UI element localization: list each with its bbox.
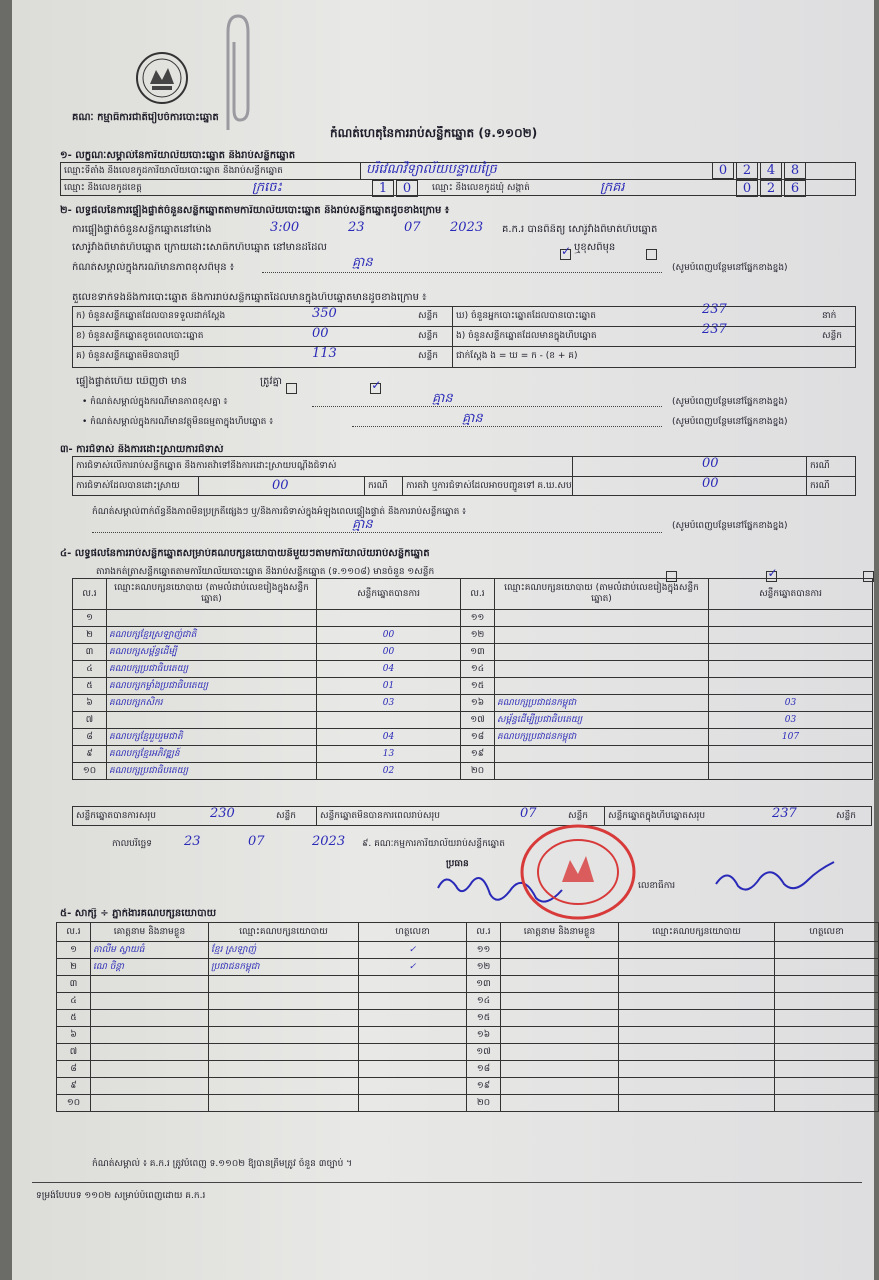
bullet1-value: គ្មាន	[432, 391, 453, 406]
verify-day: 23	[348, 220, 365, 235]
col-no-right: ល.រ	[461, 579, 495, 610]
party-results-table	[72, 578, 873, 780]
date-day: 23	[184, 834, 201, 849]
objection-unit: ករណី	[810, 461, 830, 471]
col-party-right: ឈ្មោះគណបក្សនយោបាយ (តាមលំដាប់លេខរៀងក្នុងសន្លឹកឆ្នោត)	[495, 579, 709, 610]
w-col-no-right: ល.រ	[467, 923, 501, 942]
fig-b-unit: សន្លឹក	[418, 331, 438, 341]
official-stamp-icon	[518, 822, 638, 922]
resolved-value: 00	[272, 478, 289, 493]
section4-intro: តារាងកត់ត្រាសន្លឹកឆ្នោតតាមការិយាល័យបោះឆ្នោត និងរាប់សន្លឹកឆ្នោត (ទ.១១០៨) មានចំនួន ១សន្លឹក	[96, 567, 435, 577]
resolved-label: ការជំទាស់ដែលបានដោះស្រាយ	[76, 481, 180, 491]
bullet1-label: • កំណត់សម្គាល់ក្នុងករណីមានភាពខុសគ្នា ៖	[82, 397, 228, 407]
mismatch-checkbox[interactable]	[286, 383, 297, 394]
table-row: ២ ណេ ចិន្តា ប្រជាជនកម្ពុជា ✓ ១២	[57, 959, 879, 976]
verify-year: 2023	[450, 220, 484, 235]
total-box-unit: សន្លឹក	[836, 811, 856, 821]
table-row: ២ គណបក្សខ្មែរស្រឡាញ់ជាតិ 00 ១២	[73, 627, 873, 644]
location-value: បរិវេណវិទ្យាល័យបន្ទាយច្រៃ	[366, 162, 497, 177]
table-row: ៨ គណបក្សខ្មែររួបរួមជាតិ 04 ១៨ គណបក្សប្រជាជនកម្ពុជា 107	[73, 729, 873, 746]
w-col-sig: ហត្ថលេខា	[359, 923, 467, 942]
w-col-party: ឈ្មោះគណបក្សនយោបាយ	[209, 923, 359, 942]
match-checkbox[interactable]	[370, 383, 381, 394]
total-valid-label: សន្លឹកឆ្នោតបានការសរុប	[76, 811, 156, 821]
fig-c-value: 113	[312, 346, 337, 361]
table-row: ៣ គណបក្សសម្ព័ន្ធដើម្បី 00 ១៣	[73, 644, 873, 661]
bullet2-hint: (សូមបំពេញបន្ថែមនៅផ្នែកខាងខ្នង)	[672, 417, 788, 427]
verify-line-end: គ.ក.រ បានពិនិត្យ សោរ៉ូវាំងពីមាត់ហិបឆ្នោត	[502, 224, 658, 235]
commune-code-3: 6	[784, 180, 806, 197]
section5-heading: ៥- សាក្សី ÷ ភ្នាក់ងារគណបក្សនយោបាយ	[60, 908, 217, 919]
table-row: ១០ ២០	[57, 1095, 879, 1112]
table-row: ៣ ១៣	[57, 976, 879, 993]
location-code-3: 4	[760, 162, 782, 179]
commune-label: ឈ្មោះ និងលេខកូដឃុំ សង្កាត់	[432, 183, 530, 193]
table-row: ១ តាលីម ស្វាយធំ ខ្មែរ ស្រឡាញ់ ✓ ១១	[57, 942, 879, 959]
col-no: ល.រ	[73, 579, 107, 610]
province-code-2: 0	[396, 180, 418, 197]
w-col-name: គោត្តនាម និងនាមខ្លួន	[91, 923, 209, 942]
province-value: ក្រចេះ	[252, 180, 283, 195]
w-col-sig-right: ហត្ថលេខា	[775, 923, 879, 942]
date-year: 2023	[312, 834, 346, 849]
seal-same-checkbox[interactable]	[560, 249, 571, 260]
verify-month: 07	[404, 220, 421, 235]
seal-line: សោរ៉ូវាំងពីមាត់ហិបឆ្នោត ក្រោយដោះសោធីកហិបឆ្នោត នៅមានដដែល	[72, 242, 327, 253]
fig-d-label: ឃ) ចំនួនអ្នកបោះឆ្នោតដែលបានបោះឆ្នោត	[456, 311, 596, 321]
total-invalid-label: សន្លឹកឆ្នោតមិនបានការពេលរាប់សរុប	[320, 811, 440, 821]
commune-code-2: 2	[760, 180, 782, 197]
fig-b-label: ខ) ចំនួនសន្លឹកឆ្នោតខូចពេលបោះឆ្នោត	[76, 331, 204, 341]
section1-heading: ១- លក្ខណៈសម្គាល់នៃការិយាល័យបោះឆ្នោត និងរាប់សន្លឹកឆ្នោត	[60, 150, 296, 161]
totals-box	[72, 806, 872, 826]
fig-d-unit: នាក់	[822, 311, 837, 321]
bullet2-label: • កំណត់សម្គាល់ក្នុងករណីមានវត្ថុមិនធម្មតាក្នុងហិបឆ្នោត ៖	[82, 417, 274, 427]
w-col-party-right: ឈ្មោះគណបក្សនយោបាយ	[619, 923, 775, 942]
table-row: ៥ ១៥	[57, 1010, 879, 1027]
verify-time: 3:00	[270, 220, 300, 235]
w-col-name-right: គោត្តនាម និងនាមខ្លួន	[501, 923, 619, 942]
table-row: ៦ ១៦	[57, 1027, 879, 1044]
fig-d-value: 237	[702, 302, 727, 317]
col-votes-right: សន្លឹកឆ្នោតបានការ	[709, 579, 873, 610]
nec-emblem-icon	[134, 50, 190, 106]
resolved-unit: ករណី	[368, 481, 388, 491]
fig-b-value: 00	[312, 326, 329, 341]
total-valid-unit: សន្លឹក	[276, 811, 296, 821]
province-code-1: 1	[372, 180, 394, 197]
fig-c-label: គ) ចំនួនសន្លឹកឆ្នោតមិនបានប្រើ	[76, 351, 180, 361]
location-code-4: 8	[784, 162, 806, 179]
fig-e-unit: សន្លឹក	[822, 331, 842, 341]
seal-note-value: គ្មាន	[352, 255, 373, 270]
fig-e-label: ង) ចំនួនសន្លឹកឆ្នោតដែលមានក្នុងហិបឆ្នោត	[456, 331, 597, 341]
appeal-unit: ករណី	[810, 481, 830, 491]
table-row: ៥ គណបក្សកម្លាំងប្រជាធិបតេយ្យ 01 ១៥	[73, 678, 873, 695]
total-valid: 230	[210, 806, 235, 821]
section3-note-value: គ្មាន	[352, 517, 373, 532]
table-row: ៧ ១៧ សម្ព័ន្ធដើម្បីប្រជាធិបតេយ្យ 03	[73, 712, 873, 729]
table-row: ៤ គណបក្សប្រជាធិបតេយ្យ 04 ១៤	[73, 661, 873, 678]
section3-note-label: កំណត់សម្គាល់ពាក់ព័ន្ធនឹងភាពមិនប្រក្រតីផ្សេងៗ ឬ/និងការជំទាស់ក្នុងអំឡុងពេលផ្ទៀងផ្ទាត់ និងការរាប់សន្លឹកឆ្នោត ៖	[92, 507, 467, 517]
footer-note: កំណត់សម្គាល់ ៖ គ.ក.រ ត្រូវបំពេញ ទ.១១០២ ឱ្យបានត្រឹមត្រូវ ចំនួន ៣ច្បាប់ ។	[92, 1159, 353, 1169]
match-label: ផ្ទៀងផ្ទាត់ហើយ ឃើញថា មាន	[76, 376, 187, 387]
table-row: ៦ គណបក្សកសិករ 03 ១៦ គណបក្សប្រជាជនកម្ពុជា 03	[73, 695, 873, 712]
table-row: ៤ ១៤	[57, 993, 879, 1010]
objection-value: 00	[702, 456, 719, 471]
bullet2-value: គ្មាន	[462, 411, 483, 426]
total-box: 237	[772, 806, 797, 821]
secretary-signature-icon	[712, 856, 842, 900]
appeal-value: 00	[702, 476, 719, 491]
total-box-label: សន្លឹកឆ្នោតក្នុងហិបឆ្នោតសរុប	[608, 811, 706, 821]
w-col-no: ល.រ	[57, 923, 91, 942]
date-month: 07	[248, 834, 265, 849]
col-votes: សន្លឹកឆ្នោតបានការ	[317, 579, 461, 610]
org-name: គណៈ កម្មាធិការជាតិរៀបចំការបោះឆ្នោត	[72, 112, 219, 123]
commune-code-1: 0	[736, 180, 758, 197]
seal-note-label: កំណត់សម្គាល់ក្នុងករណីមានភាពខុសពីមុន ៖	[72, 262, 235, 273]
section3-heading: ៣- ការជំទាស់ និងការដោះស្រាយការជំទាស់	[60, 444, 224, 455]
province-label: ឈ្មោះ និងលេខកូដខេត្ត	[64, 183, 142, 193]
appeal-label: ការតវ៉ា ឬការជំទាស់ដែលអាចបញ្ជូនទៅ គ.ឃ.សប	[406, 481, 572, 491]
footer-form-id: ទម្រង់បែបបទ ១១០២ សម្រាប់បំពេញដោយ គ.ក.រ	[36, 1191, 206, 1201]
fig-a-unit: សន្លឹក	[418, 311, 438, 321]
witness-table	[56, 922, 879, 1112]
table-row: ១ ១១	[73, 610, 873, 627]
seal-diff-checkbox[interactable]	[646, 249, 657, 260]
date-label: កាលបរិច្ឆេទ	[112, 839, 152, 849]
table-row: ១០ គណបក្សប្រជាធិបតេយ្យ 02 ២០	[73, 763, 873, 780]
col-party: ឈ្មោះគណបក្សនយោបាយ (តាមលំដាប់លេខរៀងក្នុងសន្លឹកឆ្នោត)	[107, 579, 317, 610]
fig-c-unit: សន្លឹក	[418, 351, 438, 361]
seal-fill-hint: (សូមបំពេញបន្ថែមនៅផ្នែកខាងខ្នង)	[672, 263, 788, 273]
fig-a-label: ក) ចំនួនសន្លឹកឆ្នោតដែលបានទទួលដាក់ស្តែង	[76, 311, 226, 321]
table-row: ៩ ១៩	[57, 1078, 879, 1095]
chair-label: ប្រធាន	[446, 859, 469, 869]
seal-diff-label: ឬខុសពីមុន	[574, 242, 616, 253]
fig-e-value: 237	[702, 322, 727, 337]
table-row: ៧ ១៧	[57, 1044, 879, 1061]
fig-formula: ជាក់ស្តែង ង = ឃ = ក - (ខ + គ)	[456, 351, 578, 361]
secretary-label: លេខាធិការ	[638, 881, 676, 891]
figures-subheading: តួលេខទាក់ទងនឹងការបោះឆ្នោត និងការរាប់សន្លឹកឆ្នោតដែលមានក្នុងហិបឆ្នោតមានដូចខាងក្រោម ៖	[72, 292, 427, 303]
table-row: ៩ គណបក្សខ្មែរអភិវឌ្ឍន៍ 13 ១៩	[73, 746, 873, 763]
bullet1-hint: (សូមបំពេញបន្ថែមនៅផ្នែកខាងខ្នង)	[672, 397, 788, 407]
section4-heading: ៤- លទ្ធផលនៃការរាប់សន្លឹកឆ្នោតសម្រាប់គណបក្សនយោបាយនីមួយៗតាមការិយាល័យរាប់សន្លឹកឆ្នោត	[60, 548, 430, 559]
table-row: ៨ ១៨	[57, 1061, 879, 1078]
location-label: ឈ្មោះទីតាំង និងលេខកូដការិយាល័យបោះឆ្នោត និងរាប់សន្លឹកឆ្នោត	[64, 166, 283, 176]
fig-a-value: 350	[312, 306, 337, 321]
location-code-2: 2	[736, 162, 758, 179]
form-title: កំណត់ហេតុនៃការរាប់សន្លឹកឆ្នោត (ទ.១១០២)	[330, 126, 538, 140]
section2-heading: ២- លទ្ធផលនៃការផ្ទៀងផ្ទាត់ចំនួនសន្លឹកឆ្នោតតាមការិយាល័យបោះឆ្នោត និងរាប់សន្លឹកឆ្នោតដូចខាងក្រោម ៖	[60, 205, 450, 216]
location-code-1: 0	[712, 162, 734, 179]
section3-hint: (សូមបំពេញបន្ថែមនៅផ្នែកខាងខ្នង)	[672, 521, 788, 531]
match-opt: ត្រូវគ្នា	[260, 376, 283, 387]
objection-label: ការជំទាស់លើការរាប់សន្លឹកឆ្នោត និងការតវ៉ាទៅនឹងការដោះស្រាយបណ្តឹងជំទាស់	[76, 461, 337, 471]
form-paper	[12, 0, 874, 1280]
total-invalid: 07	[520, 806, 537, 821]
commune-value: ក្រគរ	[600, 180, 625, 195]
total-invalid-unit: សន្លឹក	[568, 811, 588, 821]
verify-time-label: ការផ្ទៀងផ្ទាត់ចំនួនសន្លឹកឆ្នោតនៅម៉ោង	[72, 224, 212, 235]
committee-label: ៩. គណៈកម្មការការិយាល័យរាប់សន្លឹកឆ្នោត	[362, 839, 505, 849]
